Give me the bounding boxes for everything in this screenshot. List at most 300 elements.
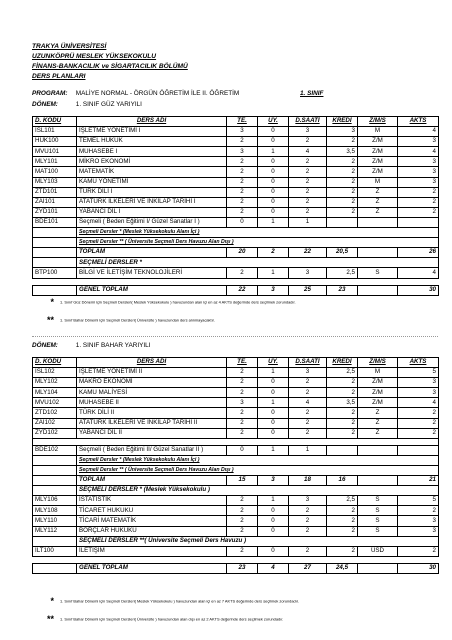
note-text: 1. Sınıf Güz Dönemi için Seçmeli Dersleri( Meslek Yüksekokulu ) havuzundan alan içi en az 4 AKTS değerinde ders seçilmek zorundadır. bbox=[60, 299, 296, 305]
te-cell: 2 bbox=[227, 207, 258, 217]
credit-cell: 2 bbox=[327, 187, 358, 197]
credit-cell: 2 bbox=[327, 197, 358, 207]
empty-cell bbox=[33, 536, 77, 546]
te-cell: 3 bbox=[227, 127, 258, 137]
course-code: ISL101 bbox=[33, 127, 77, 137]
te-cell: 2 bbox=[227, 526, 258, 536]
course-code: MLY101 bbox=[33, 157, 77, 167]
empty-cell bbox=[33, 476, 77, 486]
credit-cell: 2 bbox=[327, 516, 358, 526]
empty-cell bbox=[33, 258, 77, 268]
zms-cell: ÜSD bbox=[358, 546, 398, 556]
uy-cell: 1 bbox=[258, 445, 289, 455]
te-cell: 2 bbox=[227, 516, 258, 526]
te-cell: 2 bbox=[227, 418, 258, 428]
elective-note-row bbox=[33, 238, 439, 248]
course-name: YABANCI DİL II bbox=[77, 428, 227, 438]
hours-cell: 2 bbox=[289, 378, 327, 388]
elective-note: Seçmeli Dersler ** ( Üniversite Seçmeli Ders Havuzu Alan Dışı ) bbox=[77, 238, 439, 248]
empty-cell bbox=[398, 445, 439, 455]
hours-cell: 2 bbox=[289, 546, 327, 556]
spacer-row bbox=[33, 438, 439, 445]
uy-cell: 0 bbox=[258, 388, 289, 398]
spring-note-1 bbox=[32, 596, 438, 606]
uy-cell: 0 bbox=[258, 546, 289, 556]
akts-cell: 3 bbox=[398, 388, 439, 398]
credit-cell: 2,5 bbox=[327, 368, 358, 378]
course-code: MLY108 bbox=[33, 506, 77, 516]
te-cell: 2 bbox=[227, 496, 258, 506]
total-row bbox=[33, 248, 439, 258]
uy-cell: 0 bbox=[258, 526, 289, 536]
zms-cell: Z/M bbox=[358, 147, 398, 157]
course-row bbox=[33, 127, 439, 137]
zms-cell: Z bbox=[358, 428, 398, 438]
department-name: FİNANS-BANKACILIK ve SİGARTACILIK BÖLÜMÜ bbox=[32, 63, 188, 70]
note-text: 1. Sınıf Bahar Dönemi için Seçmeli Dersleri( Üniversite ) havuzundan ders alınmayacaktır. bbox=[60, 317, 215, 323]
total-te: 23 bbox=[227, 563, 258, 573]
program-line bbox=[32, 90, 324, 97]
total-te: 15 bbox=[227, 476, 258, 486]
total-credit: 24,5 bbox=[327, 563, 358, 573]
total-hours: 27 bbox=[289, 563, 327, 573]
hours-cell: 2 bbox=[289, 516, 327, 526]
hours-cell: 3 bbox=[289, 496, 327, 506]
elective-note-row bbox=[33, 455, 439, 465]
note-text: 1. Sınıf Bahar Dönemi için Seçmeli Dersleri( Üniversite ) havuzundan alan dışı en az 2 AKTS değerinde ders seçilmek zorundadır. bbox=[60, 616, 284, 622]
hours-cell: 4 bbox=[289, 147, 327, 157]
zms-cell: S bbox=[358, 496, 398, 506]
akts-cell: 4 bbox=[398, 127, 439, 137]
elective-note-row bbox=[33, 228, 439, 238]
te-header: TE. bbox=[227, 117, 258, 127]
hours-cell: 2 bbox=[289, 137, 327, 147]
course-code: MLY102 bbox=[33, 378, 77, 388]
course-name: TİCARİ MATEMATİK bbox=[77, 516, 227, 526]
empty-cell bbox=[358, 476, 398, 486]
uy-cell: 1 bbox=[258, 268, 289, 278]
uy-cell: 0 bbox=[258, 418, 289, 428]
zms-cell: S bbox=[358, 526, 398, 536]
course-name: TEMEL HUKUK bbox=[77, 137, 227, 147]
university-name: TRAKYA ÜNİVERSİTESİ bbox=[32, 43, 107, 50]
course-row bbox=[33, 167, 439, 177]
credit-cell: 3,5 bbox=[327, 398, 358, 408]
zms-header: Z/M/S bbox=[358, 358, 398, 368]
fall-term-line bbox=[32, 101, 142, 108]
code-header: D. KODU bbox=[33, 117, 77, 127]
elective-course-row bbox=[33, 268, 439, 278]
te-cell: 2 bbox=[227, 408, 258, 418]
akts-header: AKTS bbox=[398, 358, 439, 368]
elective-pe-row bbox=[33, 445, 439, 455]
term-value: 1. SINIF BAHAR YARIYILI bbox=[75, 342, 151, 349]
credit-cell: 2 bbox=[327, 526, 358, 536]
elective-course-row bbox=[33, 546, 439, 556]
total-akts: 26 bbox=[398, 248, 439, 258]
te-cell: 2 bbox=[227, 137, 258, 147]
course-row bbox=[33, 157, 439, 167]
uy-cell: 0 bbox=[258, 167, 289, 177]
akts-cell: 3 bbox=[398, 516, 439, 526]
te-cell: 2 bbox=[227, 506, 258, 516]
total-te: 22 bbox=[227, 285, 258, 295]
zms-cell: S bbox=[358, 516, 398, 526]
program-value: MALİYE NORMAL - ÖRGÜN ÖĞRETİM İLE II. ÖĞRETİM bbox=[75, 90, 240, 97]
uy-cell: 0 bbox=[258, 127, 289, 137]
course-name: ATATÜRK İLKELERİ VE İNKİLAP TARİHİ II bbox=[77, 418, 227, 428]
spacer-row bbox=[33, 278, 439, 285]
course-name: TÜRK DİLİ I bbox=[77, 187, 227, 197]
empty-cell bbox=[358, 248, 398, 258]
total-label: GENEL TOPLAM bbox=[77, 563, 227, 573]
zms-cell: S bbox=[358, 268, 398, 278]
credit-cell: 2 bbox=[327, 378, 358, 388]
akts-cell: 5 bbox=[398, 368, 439, 378]
credit-cell: 3 bbox=[327, 127, 358, 137]
term-label: DÖNEM: bbox=[32, 101, 58, 108]
akts-cell: 4 bbox=[398, 147, 439, 157]
zms-cell: Z/M bbox=[358, 137, 398, 147]
credit-cell: 2 bbox=[327, 157, 358, 167]
zms-cell: Z/M bbox=[358, 157, 398, 167]
empty-cell bbox=[289, 438, 327, 445]
uy-cell: 0 bbox=[258, 207, 289, 217]
credit-cell: 2 bbox=[327, 177, 358, 187]
credit-cell: 2 bbox=[327, 137, 358, 147]
hours-cell: 2 bbox=[289, 177, 327, 187]
uy-cell: 0 bbox=[258, 378, 289, 388]
course-row bbox=[33, 187, 439, 197]
spring-term-line bbox=[32, 342, 150, 349]
hours-cell: 4 bbox=[289, 398, 327, 408]
course-code: MVU102 bbox=[33, 398, 77, 408]
zms-cell: Z/M bbox=[358, 167, 398, 177]
term-value: 1. SINIF GÜZ YARIYILI bbox=[75, 101, 142, 108]
zms-cell: Z bbox=[358, 207, 398, 217]
course-name: Seçmeli ( Beden Eğitimi I/ Güzel Sanatlar I ) bbox=[77, 217, 227, 227]
elective-section-title bbox=[33, 486, 439, 496]
credit-cell: 2,5 bbox=[327, 496, 358, 506]
course-code: MAT100 bbox=[33, 167, 77, 177]
hours-cell: 3 bbox=[289, 268, 327, 278]
hours-header: D.SAATİ bbox=[289, 117, 327, 127]
course-name: BORÇLAR HUKUKU bbox=[77, 526, 227, 536]
note-star: * bbox=[50, 596, 54, 606]
course-code: ZYD102 bbox=[33, 428, 77, 438]
elective-course-row bbox=[33, 506, 439, 516]
zms-cell: Z bbox=[358, 408, 398, 418]
elective-title: SEÇMELİ DERSLER * (Meslek Yüksekokulu ) bbox=[77, 486, 439, 496]
note-star: * bbox=[50, 297, 54, 307]
course-name: MUHASEBE I bbox=[77, 147, 227, 157]
course-row bbox=[33, 368, 439, 378]
term-label: DÖNEM: bbox=[32, 342, 58, 349]
empty-cell bbox=[33, 465, 77, 475]
hours-cell: 2 bbox=[289, 167, 327, 177]
course-row bbox=[33, 137, 439, 147]
hours-cell: 1 bbox=[289, 445, 327, 455]
zms-cell: Z/M bbox=[358, 378, 398, 388]
course-row bbox=[33, 197, 439, 207]
elective-section-title bbox=[33, 258, 439, 268]
zms-header: Z/M/S bbox=[358, 117, 398, 127]
akts-cell: 3 bbox=[398, 378, 439, 388]
spring-note-2 bbox=[32, 614, 438, 624]
course-row bbox=[33, 408, 439, 418]
zms-cell: M bbox=[358, 127, 398, 137]
credit-cell: 2 bbox=[327, 408, 358, 418]
course-name: MATEMATİK bbox=[77, 167, 227, 177]
akts-cell: 2 bbox=[398, 506, 439, 516]
credit-cell: 2 bbox=[327, 428, 358, 438]
uy-cell: 1 bbox=[258, 398, 289, 408]
akts-cell bbox=[398, 217, 439, 227]
course-code: ZAI101 bbox=[33, 197, 77, 207]
akts-cell: 2 bbox=[398, 418, 439, 428]
course-code: BDE102 bbox=[33, 445, 77, 455]
table-header-row bbox=[33, 358, 439, 368]
total-uy: 3 bbox=[258, 285, 289, 295]
empty-cell bbox=[358, 563, 398, 573]
course-name: MUHASEBE II bbox=[77, 398, 227, 408]
total-hours: 22 bbox=[289, 248, 327, 258]
te-cell: 2 bbox=[227, 187, 258, 197]
credit-cell: 2 bbox=[327, 207, 358, 217]
total-te: 20 bbox=[227, 248, 258, 258]
uy-cell: 0 bbox=[258, 428, 289, 438]
zms-cell: Z bbox=[358, 187, 398, 197]
elective-note: Seçmeli Dersler ** ( Üniversite Seçmeli Ders Havuzu Alan Dışı ) bbox=[77, 465, 439, 475]
hours-cell: 2 bbox=[289, 526, 327, 536]
te-cell: 3 bbox=[227, 398, 258, 408]
credit-cell: 2 bbox=[327, 506, 358, 516]
elective-section-title bbox=[33, 536, 439, 546]
hours-cell: 2 bbox=[289, 506, 327, 516]
empty-cell bbox=[33, 228, 77, 238]
course-row bbox=[33, 418, 439, 428]
course-code: MLY103 bbox=[33, 177, 77, 187]
uy-cell: 0 bbox=[258, 137, 289, 147]
course-code: ZAI102 bbox=[33, 418, 77, 428]
table-header-row bbox=[33, 117, 439, 127]
te-cell: 2 bbox=[227, 197, 258, 207]
course-row bbox=[33, 177, 439, 187]
hours-cell: 2 bbox=[289, 388, 327, 398]
total-hours: 25 bbox=[289, 285, 327, 295]
course-name: BİLGİ VE İLETİŞİM TEKNOLOJİLERİ bbox=[77, 268, 227, 278]
hours-cell: 2 bbox=[289, 197, 327, 207]
class-label: 1. SINIF bbox=[300, 90, 324, 97]
doc-title: DERS PLANLARI bbox=[32, 73, 86, 80]
akts-cell: 2 bbox=[398, 187, 439, 197]
grand-total-row bbox=[33, 563, 439, 573]
total-uy: 3 bbox=[258, 476, 289, 486]
course-code: ZTD101 bbox=[33, 187, 77, 197]
total-label: GENEL TOPLAM bbox=[77, 285, 227, 295]
total-akts: 21 bbox=[398, 476, 439, 486]
credit-cell: 2 bbox=[327, 167, 358, 177]
fall-course-table bbox=[32, 116, 439, 296]
akts-cell: 2 bbox=[398, 197, 439, 207]
zms-cell bbox=[358, 217, 398, 227]
elective-note: Seçmeli Dersler * (Meslek Yüksekokulu Alanı İçi ) bbox=[77, 455, 439, 465]
empty-cell bbox=[33, 438, 77, 445]
empty-cell bbox=[327, 445, 358, 455]
course-code: MLY106 bbox=[33, 496, 77, 506]
elective-course-row bbox=[33, 526, 439, 536]
akts-cell: 4 bbox=[398, 398, 439, 408]
course-code: ISL102 bbox=[33, 368, 77, 378]
note-star: ** bbox=[46, 315, 54, 325]
course-name: MİKRO EKONOMİ bbox=[77, 157, 227, 167]
hours-cell: 2 bbox=[289, 428, 327, 438]
hours-cell: 3 bbox=[289, 127, 327, 137]
empty-cell bbox=[33, 563, 77, 573]
empty-cell bbox=[33, 278, 439, 285]
course-code: BTP100 bbox=[33, 268, 77, 278]
te-cell: 2 bbox=[227, 368, 258, 378]
course-code: ZTD102 bbox=[33, 408, 77, 418]
course-name: KAMU YÖNETİMİ bbox=[77, 177, 227, 187]
fall-note-1 bbox=[32, 297, 438, 307]
course-row bbox=[33, 147, 439, 157]
credit-cell: 2,5 bbox=[327, 268, 358, 278]
course-row bbox=[33, 428, 439, 438]
total-uy: 2 bbox=[258, 248, 289, 258]
uy-cell: 0 bbox=[258, 177, 289, 187]
te-cell: 2 bbox=[227, 546, 258, 556]
hours-header: D.SAATİ bbox=[289, 358, 327, 368]
credit-header: KREDİ bbox=[327, 358, 358, 368]
uy-cell: 1 bbox=[258, 368, 289, 378]
zms-cell: Z bbox=[358, 197, 398, 207]
te-cell: 2 bbox=[227, 388, 258, 398]
uy-cell: 0 bbox=[258, 506, 289, 516]
akts-cell: 3 bbox=[398, 137, 439, 147]
credit-cell: 2 bbox=[327, 418, 358, 428]
uy-header: UY. bbox=[258, 358, 289, 368]
empty-cell bbox=[358, 438, 398, 445]
uy-cell: 0 bbox=[258, 197, 289, 207]
course-code: ZYD101 bbox=[33, 207, 77, 217]
spring-course-table bbox=[32, 357, 439, 574]
hours-cell: 1 bbox=[289, 217, 327, 227]
course-row bbox=[33, 398, 439, 408]
section-divider bbox=[32, 336, 438, 337]
te-cell: 2 bbox=[227, 428, 258, 438]
empty-cell bbox=[33, 455, 77, 465]
spacer-row bbox=[33, 556, 439, 563]
total-akts: 30 bbox=[398, 563, 439, 573]
program-label: PROGRAM: bbox=[32, 90, 68, 97]
akts-header: AKTS bbox=[398, 117, 439, 127]
code-header: D. KODU bbox=[33, 358, 77, 368]
te-cell: 2 bbox=[227, 177, 258, 187]
total-credit: 20,5 bbox=[327, 248, 358, 258]
course-code: HUK100 bbox=[33, 137, 77, 147]
credit-cell bbox=[327, 217, 358, 227]
te-cell: 2 bbox=[227, 378, 258, 388]
hours-cell: 3 bbox=[289, 368, 327, 378]
te-cell: 2 bbox=[227, 268, 258, 278]
empty-cell bbox=[33, 285, 77, 295]
credit-cell: 2 bbox=[327, 388, 358, 398]
uy-cell: 1 bbox=[258, 496, 289, 506]
zms-cell: S bbox=[358, 506, 398, 516]
fall-note-2 bbox=[32, 315, 438, 325]
uy-cell: 0 bbox=[258, 157, 289, 167]
hours-cell: 2 bbox=[289, 418, 327, 428]
hours-cell: 2 bbox=[289, 157, 327, 167]
elective-course-row bbox=[33, 496, 439, 506]
course-code: MLY104 bbox=[33, 388, 77, 398]
uy-cell: 1 bbox=[258, 217, 289, 227]
uy-cell: 0 bbox=[258, 408, 289, 418]
empty-cell bbox=[398, 438, 439, 445]
elective-note-row bbox=[33, 465, 439, 475]
elective-title: SEÇMELİ DERSLER * bbox=[77, 258, 439, 268]
total-akts: 30 bbox=[398, 285, 439, 295]
total-label: TOPLAM bbox=[77, 248, 227, 258]
zms-cell: M bbox=[358, 368, 398, 378]
uy-header: UY. bbox=[258, 117, 289, 127]
te-cell: 2 bbox=[227, 167, 258, 177]
course-name: KAMU MALİYESİ bbox=[77, 388, 227, 398]
credit-cell: 3,5 bbox=[327, 147, 358, 157]
course-name: İŞLETME YÖNETİMİ II bbox=[77, 368, 227, 378]
course-row bbox=[33, 378, 439, 388]
credit-header: KREDİ bbox=[327, 117, 358, 127]
course-name: İSTATİSTİK bbox=[77, 496, 227, 506]
note-star: ** bbox=[46, 614, 54, 624]
total-hours: 18 bbox=[289, 476, 327, 486]
note-text: 1. Sınıf Bahar Dönemi için Seçmeli Dersleri( Meslek Yüksekokulu ) havuzundan alan içi en az 7 AKTS değerinde ders seçilmek zorundadır. bbox=[60, 598, 299, 604]
te-cell: 0 bbox=[227, 445, 258, 455]
elective-title: SEÇMELİ DERSLER **( Üniversite Seçmeli Ders Havuzu ) bbox=[77, 536, 439, 546]
empty-cell bbox=[358, 285, 398, 295]
course-code: MVU101 bbox=[33, 147, 77, 157]
zms-cell: Z/M bbox=[358, 398, 398, 408]
course-row bbox=[33, 217, 439, 227]
uy-cell: 1 bbox=[258, 147, 289, 157]
zms-cell: Z bbox=[358, 418, 398, 428]
total-credit: 16 bbox=[327, 476, 358, 486]
te-cell: 0 bbox=[227, 217, 258, 227]
hours-cell: 2 bbox=[289, 408, 327, 418]
elective-note: Seçmeli Dersler * (Meslek Yüksekokulu Alanı İçi ) bbox=[77, 228, 439, 238]
total-row bbox=[33, 476, 439, 486]
school-name: UZUNKÖPRÜ MESLEK YÜKSEKOKULU bbox=[32, 53, 157, 60]
total-uy: 4 bbox=[258, 563, 289, 573]
te-cell: 3 bbox=[227, 147, 258, 157]
course-name: TİCARET HUKUKU bbox=[77, 506, 227, 516]
akts-cell: 2 bbox=[398, 408, 439, 418]
akts-cell: 5 bbox=[398, 496, 439, 506]
empty-cell bbox=[33, 486, 77, 496]
course-name: İŞLETME YÖNETİMİ I bbox=[77, 127, 227, 137]
course-name: ATATÜRK İLKELERİ VE İNKİLAP TARİHİ I bbox=[77, 197, 227, 207]
akts-cell: 2 bbox=[398, 546, 439, 556]
empty-cell bbox=[77, 438, 227, 445]
akts-cell: 2 bbox=[398, 428, 439, 438]
hours-cell: 2 bbox=[289, 187, 327, 197]
total-credit: 23 bbox=[327, 285, 358, 295]
empty-cell bbox=[33, 556, 439, 563]
zms-cell: Z/M bbox=[358, 388, 398, 398]
akts-cell: 3 bbox=[398, 177, 439, 187]
te-header: TE. bbox=[227, 358, 258, 368]
